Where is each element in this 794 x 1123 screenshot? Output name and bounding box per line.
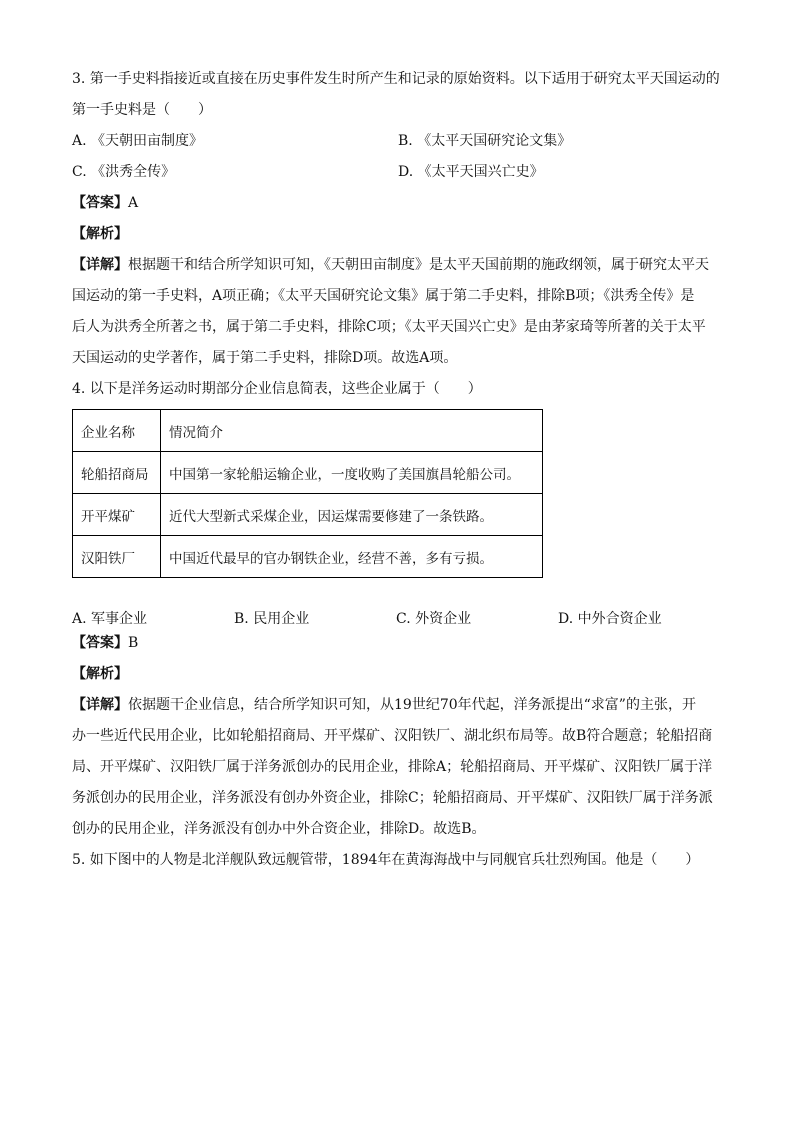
q4-option-b: B. 民用企业 — [234, 611, 310, 627]
q4-detail-line-1 — [72, 690, 722, 721]
q4-option-c: C. 外资企业 — [396, 611, 472, 627]
table-cell-desc: 中国第一家轮船运输企业，一度收购了美国旗昌轮船公司。 — [161, 452, 543, 494]
table-row — [73, 452, 543, 494]
q4-detail-tag: 【详解】 — [72, 697, 128, 713]
q3-option-d: D. 《太平天国兴亡史》 — [398, 164, 544, 180]
q3-option-a: A. 《天朝田亩制度》 — [72, 133, 204, 149]
q3-stem-line-2: 第一手史料是（ ） — [72, 102, 212, 118]
q3-detail-line-3: 后人为洪秀全所著之书，属于第二手史料，排除C项；《太平天国兴亡史》是由茅家琦等所著的关于太平 — [72, 319, 706, 335]
table-header-cell: 情况简介 — [161, 410, 543, 452]
q4-answer-tag: 【答案】 — [72, 635, 128, 651]
q4-detail-line-3: 局、开平煤矿、汉阳铁厂属于洋务派创办的民用企业，排除A；轮船招商局、开平煤矿、汉阳铁厂属于洋 — [72, 759, 713, 775]
q3-analysis-tag: 【解析】 — [72, 226, 128, 242]
table-cell-name: 轮船招商局 — [73, 452, 161, 494]
table-cell-name: 开平煤矿 — [73, 494, 161, 536]
q4-stem: 4. 以下是洋务运动时期部分企业信息简表，这些企业属于（ ） — [72, 381, 482, 397]
q3-detail-tag: 【详解】 — [72, 257, 128, 273]
q3-detail-text-1: 根据题干和结合所学知识可知，《天朝田亩制度》是太平天国前期的施政纲领，属于研究太平天 — [128, 257, 709, 273]
q4-detail-text-1: 依据题干企业信息，结合所学知识可知，从19世纪70年代起，洋务派提出“求富”的主张，开 — [128, 697, 696, 713]
q4-analysis-tag: 【解析】 — [72, 666, 128, 682]
table-cell-desc: 中国近代最早的官办钢铁企业，经营不善，多有亏损。 — [161, 536, 543, 578]
q3-stem-line-1: 3. 第一手史料指接近或直接在历史事件发生时所产生和记录的原始资料。以下适用于研究太平天国运动的 — [72, 71, 720, 87]
table-header-cell: 企业名称 — [73, 410, 161, 452]
q4-options-row — [72, 608, 722, 628]
q4-option-a: A. 军事企业 — [72, 611, 148, 627]
q3-detail-line-1 — [72, 250, 722, 281]
table-header-row — [73, 410, 543, 452]
q3-answer-tag: 【答案】 — [72, 195, 128, 211]
q4-detail-line-5: 创办的民用企业，洋务派没有创办中外合资企业，排除D。故选B。 — [72, 821, 486, 837]
q3-detail-line-4: 天国运动的史学著作，属于第二手史料，排除D项。故选A项。 — [72, 350, 458, 366]
q3-option-b: B. 《太平天国研究论文集》 — [398, 133, 572, 149]
q3-detail-line-2: 国运动的第一手史料，A项正确；《太平天国研究论文集》属于第二手史料，排除B项；《洪秀全传》是 — [72, 288, 695, 304]
table-cell-name: 汉阳铁厂 — [73, 536, 161, 578]
q4-info-table — [72, 409, 543, 578]
q4-detail-line-4: 务派创办的民用企业，洋务派没有创办外资企业，排除C；轮船招商局、开平煤矿、汉阳铁厂属于洋务派 — [72, 790, 713, 806]
table-row — [73, 494, 543, 536]
q4-answer-line — [72, 628, 722, 659]
q3-answer: A — [128, 195, 139, 211]
table-row — [73, 536, 543, 578]
q5-stem: 5. 如下图中的人物是北洋舰队致远舰管带，1894年在黄海海战中与同舰官兵壮烈殉国。他是（ ） — [72, 852, 700, 868]
q3-answer-line — [72, 188, 722, 219]
q4-detail-line-2: 办一些近代民用企业，比如轮船招商局、开平煤矿、汉阳铁厂、湖北织布局等。故B符合题意；轮船招商 — [72, 728, 713, 744]
q3-option-c: C. 《洪秀全传》 — [72, 164, 176, 180]
document-page — [72, 64, 722, 876]
q4-answer: B — [128, 635, 139, 651]
q4-option-d: D. 中外合资企业 — [558, 611, 662, 627]
table-cell-desc: 近代大型新式采煤企业，因运煤需要修建了一条铁路。 — [161, 494, 543, 536]
